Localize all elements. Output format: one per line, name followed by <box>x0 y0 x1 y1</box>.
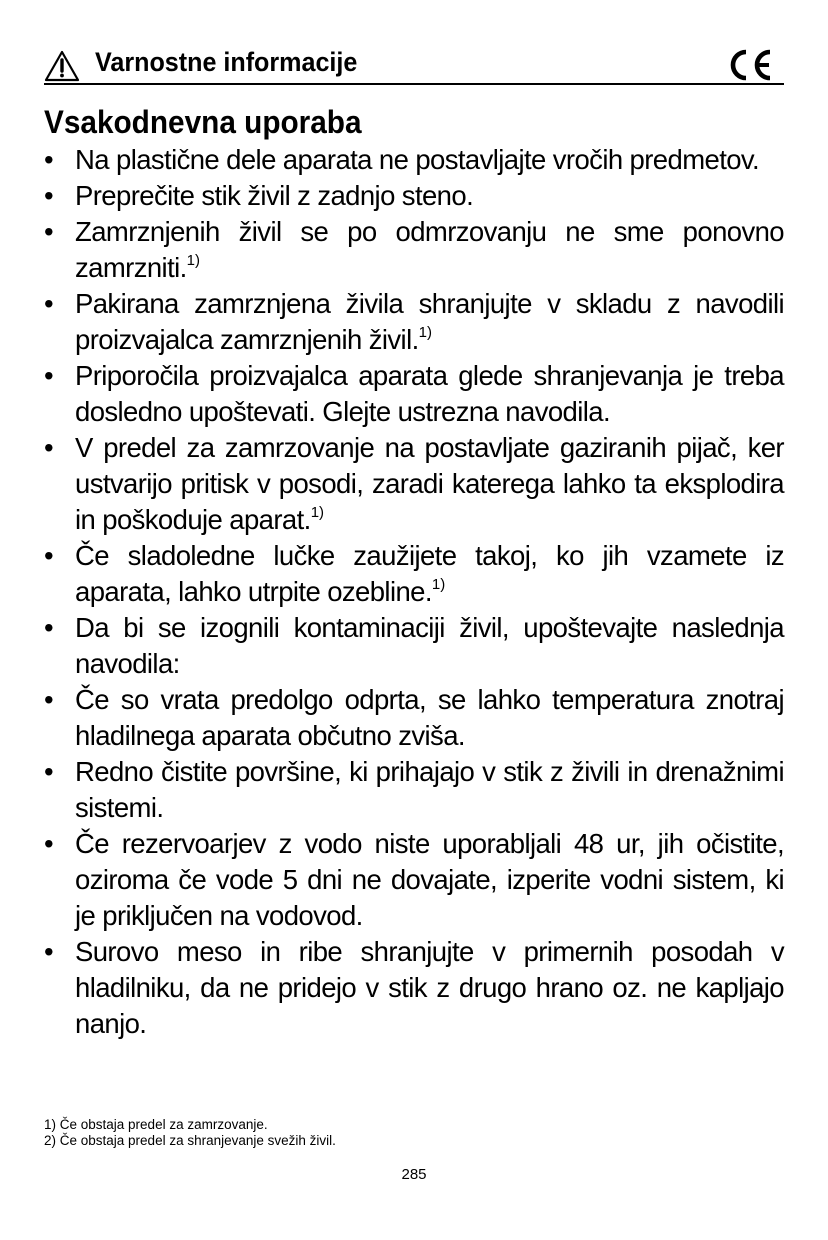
ce-mark-icon <box>726 48 774 82</box>
bullet-icon: • <box>44 288 54 319</box>
list-item-text <box>75 682 784 754</box>
page-header <box>44 44 784 84</box>
item-text: Če sladoledne lučke zaužijete takoj, ko jih vzamete iz aparata, lahko utrpite ozebline. <box>75 540 784 607</box>
footnotes <box>44 1117 336 1149</box>
list-item-text <box>75 178 784 214</box>
list-item <box>44 826 784 934</box>
bullet-icon: • <box>44 936 54 967</box>
item-text: Priporočila proizvajalca aparata glede shranjevanja je treba dosledno upoštevati. Glejte ustrezna navodila. <box>75 360 784 427</box>
footnote-reference: 1) <box>186 252 200 269</box>
list-item <box>44 430 784 538</box>
item-text: Da bi se izognili kontaminaciji živil, upoštevajte naslednja navodila: <box>75 612 784 679</box>
page-number: 285 <box>401 1166 427 1183</box>
bullet-icon: • <box>44 180 54 211</box>
item-text: Redno čistite površine, ki prihajajo v stik z živili in drenažnimi sistemi. <box>75 756 784 823</box>
safety-list <box>44 142 784 1042</box>
item-text: Surovo meso in ribe shranjujte v primernih posodah v hladilniku, da ne pridejo v stik z drugo hrano oz. ne kapljajo nanjo. <box>75 936 784 1039</box>
footnote-2: 2) Če obstaja predel za shranjevanje svežih živil. <box>44 1133 336 1148</box>
item-text: Preprečite stik živil z zadnjo steno. <box>75 180 474 211</box>
item-text: Če rezervoarjev z vodo niste uporabljali 48 ur, jih očistite, oziroma če vode 5 dni ne dovajate, izperite vodni sistem, ki je priključen na vodovod. <box>75 828 784 931</box>
list-item-text <box>75 538 784 610</box>
list-item <box>44 538 784 610</box>
list-item-text <box>75 754 784 826</box>
list-item <box>44 142 784 178</box>
list-item <box>44 214 784 286</box>
bullet-icon: • <box>44 144 54 175</box>
list-item <box>44 610 784 682</box>
warning-triangle-icon <box>44 50 80 82</box>
list-item <box>44 358 784 430</box>
bullet-icon: • <box>44 216 54 247</box>
bullet-icon: • <box>44 756 54 787</box>
item-text: Na plastične dele aparata ne postavljajte vročih predmetov. <box>75 144 760 175</box>
bullet-icon: • <box>44 432 54 463</box>
list-item-text <box>75 286 784 358</box>
bullet-icon: • <box>44 360 54 391</box>
list-item <box>44 178 784 214</box>
footnote-reference: 1) <box>310 504 325 521</box>
section-title: Vsakodnevna uporaba <box>44 104 362 140</box>
bullet-icon: • <box>44 540 54 571</box>
list-item <box>44 754 784 826</box>
list-item-text <box>75 214 784 286</box>
item-text: Če so vrata predolgo odprta, se lahko temperatura znotraj hladilnega aparata občutno zviša. <box>75 684 784 751</box>
item-text: Zamrznjenih živil se po odmrzovanju ne sme ponovno zamrzniti. <box>75 216 784 283</box>
footnote-1: 1) Če obstaja predel za zamrzovanje. <box>44 1117 268 1132</box>
item-text: V predel za zamrzovanje na postavljate gaziranih pijač, ker ustvarijo pritisk v posodi, zaradi katerega lahko ta eksplodira in poškoduje aparat. <box>75 432 784 535</box>
bullet-icon: • <box>44 612 54 643</box>
list-item-text <box>75 826 784 934</box>
header-title: Varnostne informacije <box>95 47 358 77</box>
list-item-text <box>75 142 784 178</box>
item-text: Pakirana zamrznjena živila shranjujte v skladu z navodili proizvajalca zamrznjenih živil. <box>75 288 784 355</box>
list-item <box>44 934 784 1042</box>
footnote-reference: 1) <box>431 576 446 593</box>
list-item-text <box>75 358 784 430</box>
header-divider <box>44 83 784 85</box>
list-item-text <box>75 934 784 1042</box>
list-item-text <box>75 610 784 682</box>
footnote-reference: 1) <box>418 324 432 341</box>
bullet-icon: • <box>44 684 54 715</box>
bullet-icon: • <box>44 828 54 859</box>
list-item-text <box>75 430 784 538</box>
list-item <box>44 682 784 754</box>
list-item <box>44 286 784 358</box>
